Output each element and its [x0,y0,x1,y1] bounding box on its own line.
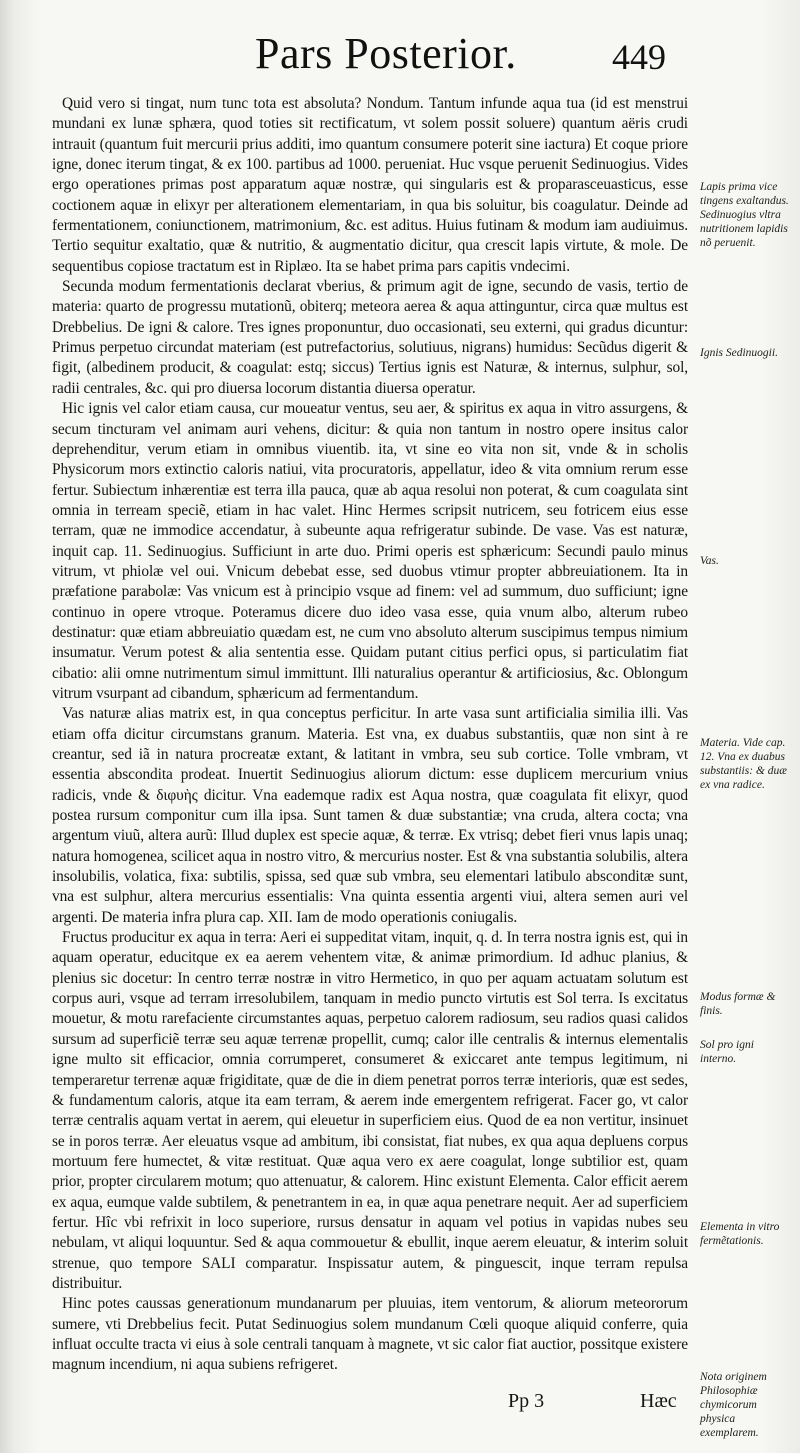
margin-note-vas: Vas. [700,555,719,567]
catchword: Hæc [640,1390,677,1412]
margin-notes [700,94,792,1439]
page-footer [0,1390,800,1430]
margin-note-elementa: Elementa in vitro fermẽtationis. [700,1221,780,1247]
paragraph-5: Fructus producitur ex aqua in terra: Aeri ei suppeditat vitam, inquit, q. d. In terra nostra ignis est, qui in aquam operatur, educitque ex ea aerem vehentem vitæ, & animæ primordium. Id adhuc planius, & plenius sic docetur: In centro terræ nostræ in vitro Hermetico, in quo per aquam actuatam solutum est corpus auri, vsque ad terram irresolubilem, tanquam in medio puncto virtutis est Sol terra. Is excitatus mouetur, & motu rarefaciente circumstantes aquas, perpetuo calorem radiosum, seu radios quasi calidos sursum ad superficiẽ terræ seu aquæ terrenæ propellit, cumq; calor ille centralis & internus elementalis igne multo sit efficacior, omnia corrumperet, consumeret & exiccaret ante tempus legitimum, ni temperaretur terrenæ aquæ frigiditate, quæ de die in diem penetrat porros terræ interioris, quæ est sedes, & fundamentum caloris, atque ita eam terram, & aerem inde emergentem refrigerat. Facer go, vt calor terræ centralis aquam vertat in aerem, qui eleuetur in superficiem eius. Quod de ea non vertitur, insinuet se in poros terræ. Aer eleuatus vsque ad ambitum, ibi consistat, fiat nubes, ex qua aqua depluens corpus mortuum fere humectet, & vitæ restituat. Quæ aqua vero ex aere coagulat, longe subtilior est, quam prior, propter circularem motum; quo attenuatur, & calorem. Hinc existunt Elementa. Calor efficit aerem ex aqua, eumque valde subtilem, & penetrantem in ea, in quæ aqua penetrare nequit. Aer ad superficiem fertur. Hîc vbi refrixit in loco superiore, rursus densatur in aquam vel potius in vapidas nubes seu nebulam, vt aliqui loquuntur. Sed & aqua commouetur & ebullit, inque aerem eleuatur, & interim soluit strenue, quo tempore SALI comparatur. Inspissatur autem, & pinguescit, inque terram repulsa distribuitur. [52,929,688,1292]
margin-note-materia: Materia. Vide cap. 12. Vna ex duabus substantiis: & duæ ex vna radice. [700,737,787,791]
margin-note-lapis: Lapis prima vice tingens exaltandus. Sedinuogius vltra nutritionem lapidis nõ peruenit. [700,181,789,249]
signature-mark: Pp 3 [508,1390,545,1412]
running-title: Pars Posterior. [255,29,517,78]
main-text-column [52,94,688,1394]
paragraph-3: Hic ignis vel calor etiam causa, cur moueatur ventus, seu aer, & spiritus ex aqua in vitro assurgens, & secum tincturam vel animam auri vehens, dicitur: & quia non tantum in nostro opere insitus calor deprehenditur, verum etiam in omnibus viuentib. ita, vt sine eo vita non sit, vnde & in scholis Physicorum mors extinctio caloris natiui, vita procuratoris, appellatur, ideo & vita omnium rerum esse fertur. Subiectum inhærentiæ est terra illa pauca, quæ ab aqua resolui non poterat, & cum coagulata sint omnia in terream speciẽ, etiam in hac valet. Hinc Hermes scripsit nutricem, seu fotricem eius esse terram, quæ ne immodice accendatur, à subeunte aqua refrigeratur subinde. De vase. Vas est naturæ, inquit cap. 11. Sedinuogius. Sufficiunt in arte duo. Primi operis est sphæricum: Secundi paulo minus vitrum, vt phiolæ vel oui. Vnicum debebat esse, sed duobus vtimur propter abbreuiationem. Ita in præfatione parabolæ: Vas vnicum est à principio vsque ad finem: vel ad summum, duo sufficiunt; igne continuo in opere vtroque. Poteramus dicere duo ideo vasa esse, quia vnum albo, alterum rubeo destinatur: quæ etiam abbreuiatio quædam est, ne cum vno absoluto alterum suscipimus tempus nimium insumatur. Verum potest & alia sententia esse. Quidam putant citius perfici opus, si particulatim fiat cibatio: alii omne nutrimentum simul immittunt. Illi naturalius operantur & artificiosius, &c. Oblongum vitrum vsurpant ad cibandum, sphæricum ad fermentandum. [52,400,688,702]
margin-note-nota: Nota originem Philosophiæ chymicorum physica exemplarem. [700,1371,767,1439]
paragraph-1: Quid vero si tingat, num tunc tota est absoluta? Nondum. Tantum infunde aqua tua (id est menstrui mundani ex lunæ sphæra, quod toties sit rectificatum, vt solem possit soluere) quantum aëris crudi intrauit (quantum fuit mercurii prius additi, imo quantum consumere poterit sine iactura) Et coque priore igne, donec iterum tingat, & ex 100. partibus ad 1000. perueniat. Huc vsque peruenit Sedinuogius. Vides ergo operationes primas post apparatum aquæ nostræ, qui singularis est & proparasceuasticus, esse coctionem aquæ in elixyr per alterationem elementariam, in qua bis soluitur, bis coagulatur. Deinde ad fermentationem, coniunctionem, matrimonium, &c. est aditus. Huius futinam & modum iam audiuimus. Tertio sequitur exaltatio, quæ & nutritio, & augmentatio dicitur, qua crescit lapis virtute, & mole. De sequentibus copiose tractatum est in Riplæo. Ita se habet prima pars capitis vndecimi. [52,95,688,275]
paragraph-6: Hinc potes caussas generationum mundanarum per pluuias, item ventorum, & aliorum meteororum sumere, vti Drebbelius fecit. Putat Sedinuogius solem mundanum Cœli quoque aliquid conferre, quia influat occulte tracta vi eius à sole centrali tanquam à magnete, vt sic calor fiat auctior, possitque existere magnum incendium, ni aqua subiens refrigeret. [52,1295,688,1374]
page-number: 449 [612,37,666,77]
page-header [0,28,800,88]
paragraph-2: Secunda modum fermentationis declarat vberius, & primum agit de igne, secundo de vasis, tertio de materia: quarto de progressu mutationũ, obiterq; meteora aerea & aqua attinguntur, circa quæ multus est Drebbelius. De igni & calore. Tres ignes proponuntur, duo occasionati, seu externi, qui gradus dicuntur: Primus perpetuo circundat materiam (est putrefactorius, solutiuus, nigrans) humidus: Secũdus digerit & figit, (albedinem producit, & coagulat: estq; siccus) Tertius ignis est Naturæ, & internus, sulphur, sol, radii centrales, &c. qui pro diuersa locorum distantia diuersa operatur. [52,278,688,397]
margin-note-sol: Sol pro igni interno. [700,1039,754,1065]
margin-note-ignis: Ignis Sedinuogii. [700,347,778,359]
paragraph-4: Vas naturæ alias matrix est, in qua conceptus perficitur. In arte vasa sunt artificialia similia illi. Vas etiam offa dicitur circumstans granum. Materia. Est vna, ex duabus substantiis, quæ non sint à re creantur, sed iã in natura procreatæ extant, & latitant in vmbra, seu sub cortice. Tolle vmbram, vt essentia abscondita prodeat. Inuertit Sedinuogius aliorum dictum: esse duplicem mercurium vnius radicis, vnde & διφυὴς dicitur. Vna eademque radix est Aqua nostra, quæ coagulata fit elixyr, quod postea rursum componitur cum illa ipsa. Sunt tamen & duæ substantiæ; vna cruda, altera cocta; vna argentum viuũ, altera aurũ: Illud duplex est specie aquæ, & terræ. Ex vtrisq; debet fieri vnus lapis unaq; natura homogenea, scilicet aqua in nostro vitro, & mercurius noster. Est & vna substantia solubilis, altera insolubilis, volatica, fixa: subtilis, spissa, sed quæ sub vmbra, seu elementari latibulo absconditæ sunt, vna est sulphur, altera mercurius essentialis: Vna quinta essentia argenti viui, altera semen auri vel argenti. De materia infra plura cap. XII. Iam de modo operationis coniugalis. [52,705,688,926]
margin-note-modus: Modus formæ & finis. [700,991,776,1017]
